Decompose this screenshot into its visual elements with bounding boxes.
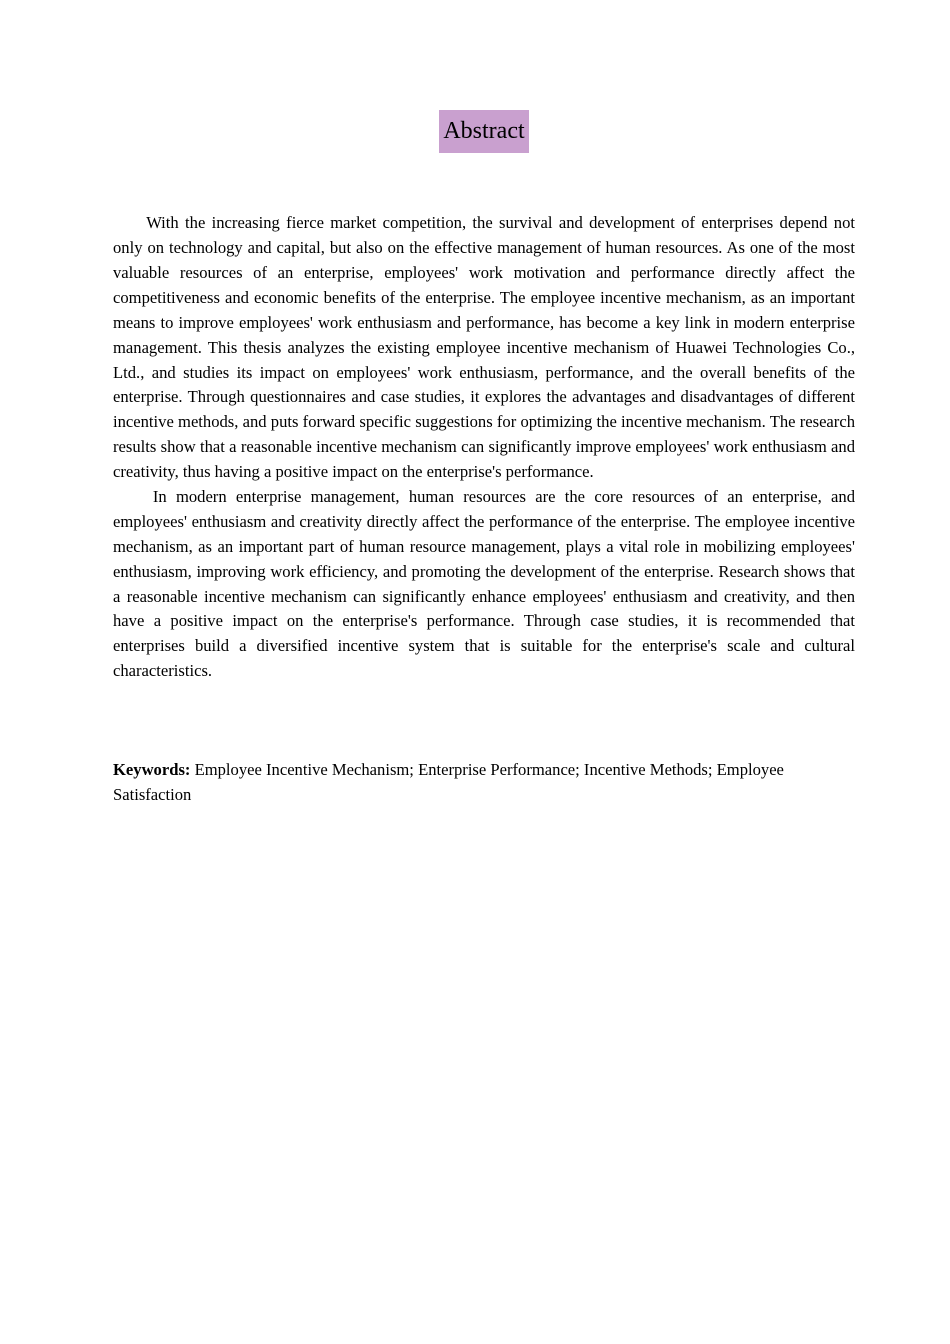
keywords-label: Keywords: (113, 760, 191, 780)
abstract-paragraph-2: In modern enterprise management, human resources are the core resources of an enterprise, and employees' enthusiasm and creativity directly affect the performance of the enterprise. The employee incentive mechanism, as an important part of human resource management, plays a vital role in mobilizing employees' enthusiasm, improving work efficiency, and promoting the development of the enterprise. Research shows that a reasonable incentive mechanism can significantly enhance employees' enthusiasm and creativity, and then have a positive impact on the enterprise's performance. Through case studies, it is recommended that enterprises build a diversified incentive system that is suitable for the enterprise's scale and cultural characteristics. (113, 486, 855, 681)
keywords-text: Employee Incentive Mechanism; Enterprise Performance; Incentive Methods; Employee Satisfaction (113, 760, 784, 804)
keywords-line (113, 758, 855, 808)
abstract-body (113, 211, 855, 684)
abstract-paragraph-1: With the increasing fierce market competition, the survival and development of enterprises depend not only on technology and capital, but also on the effective management of human resources. As one of the most valuable resources of an enterprise, employees' work motivation and performance directly affect the competitiveness and economic benefits of the enterprise. The employee incentive mechanism, as an important means to improve employees' work enthusiasm and performance, has become a key link in modern enterprise management. This thesis analyzes the existing employee incentive mechanism of Huawei Technologies Co., Ltd., and studies its impact on employees' work enthusiasm, performance, and the overall benefits of the enterprise. Through questionnaires and case studies, it explores the advantages and disadvantages of different incentive methods, and puts forward specific suggestions for optimizing the incentive mechanism. The research results show that a reasonable incentive mechanism can significantly improve employees' work enthusiasm and creativity, thus having a positive impact on the enterprise's performance. (113, 213, 855, 482)
title-row (113, 110, 855, 153)
abstract-title: Abstract (439, 110, 528, 153)
